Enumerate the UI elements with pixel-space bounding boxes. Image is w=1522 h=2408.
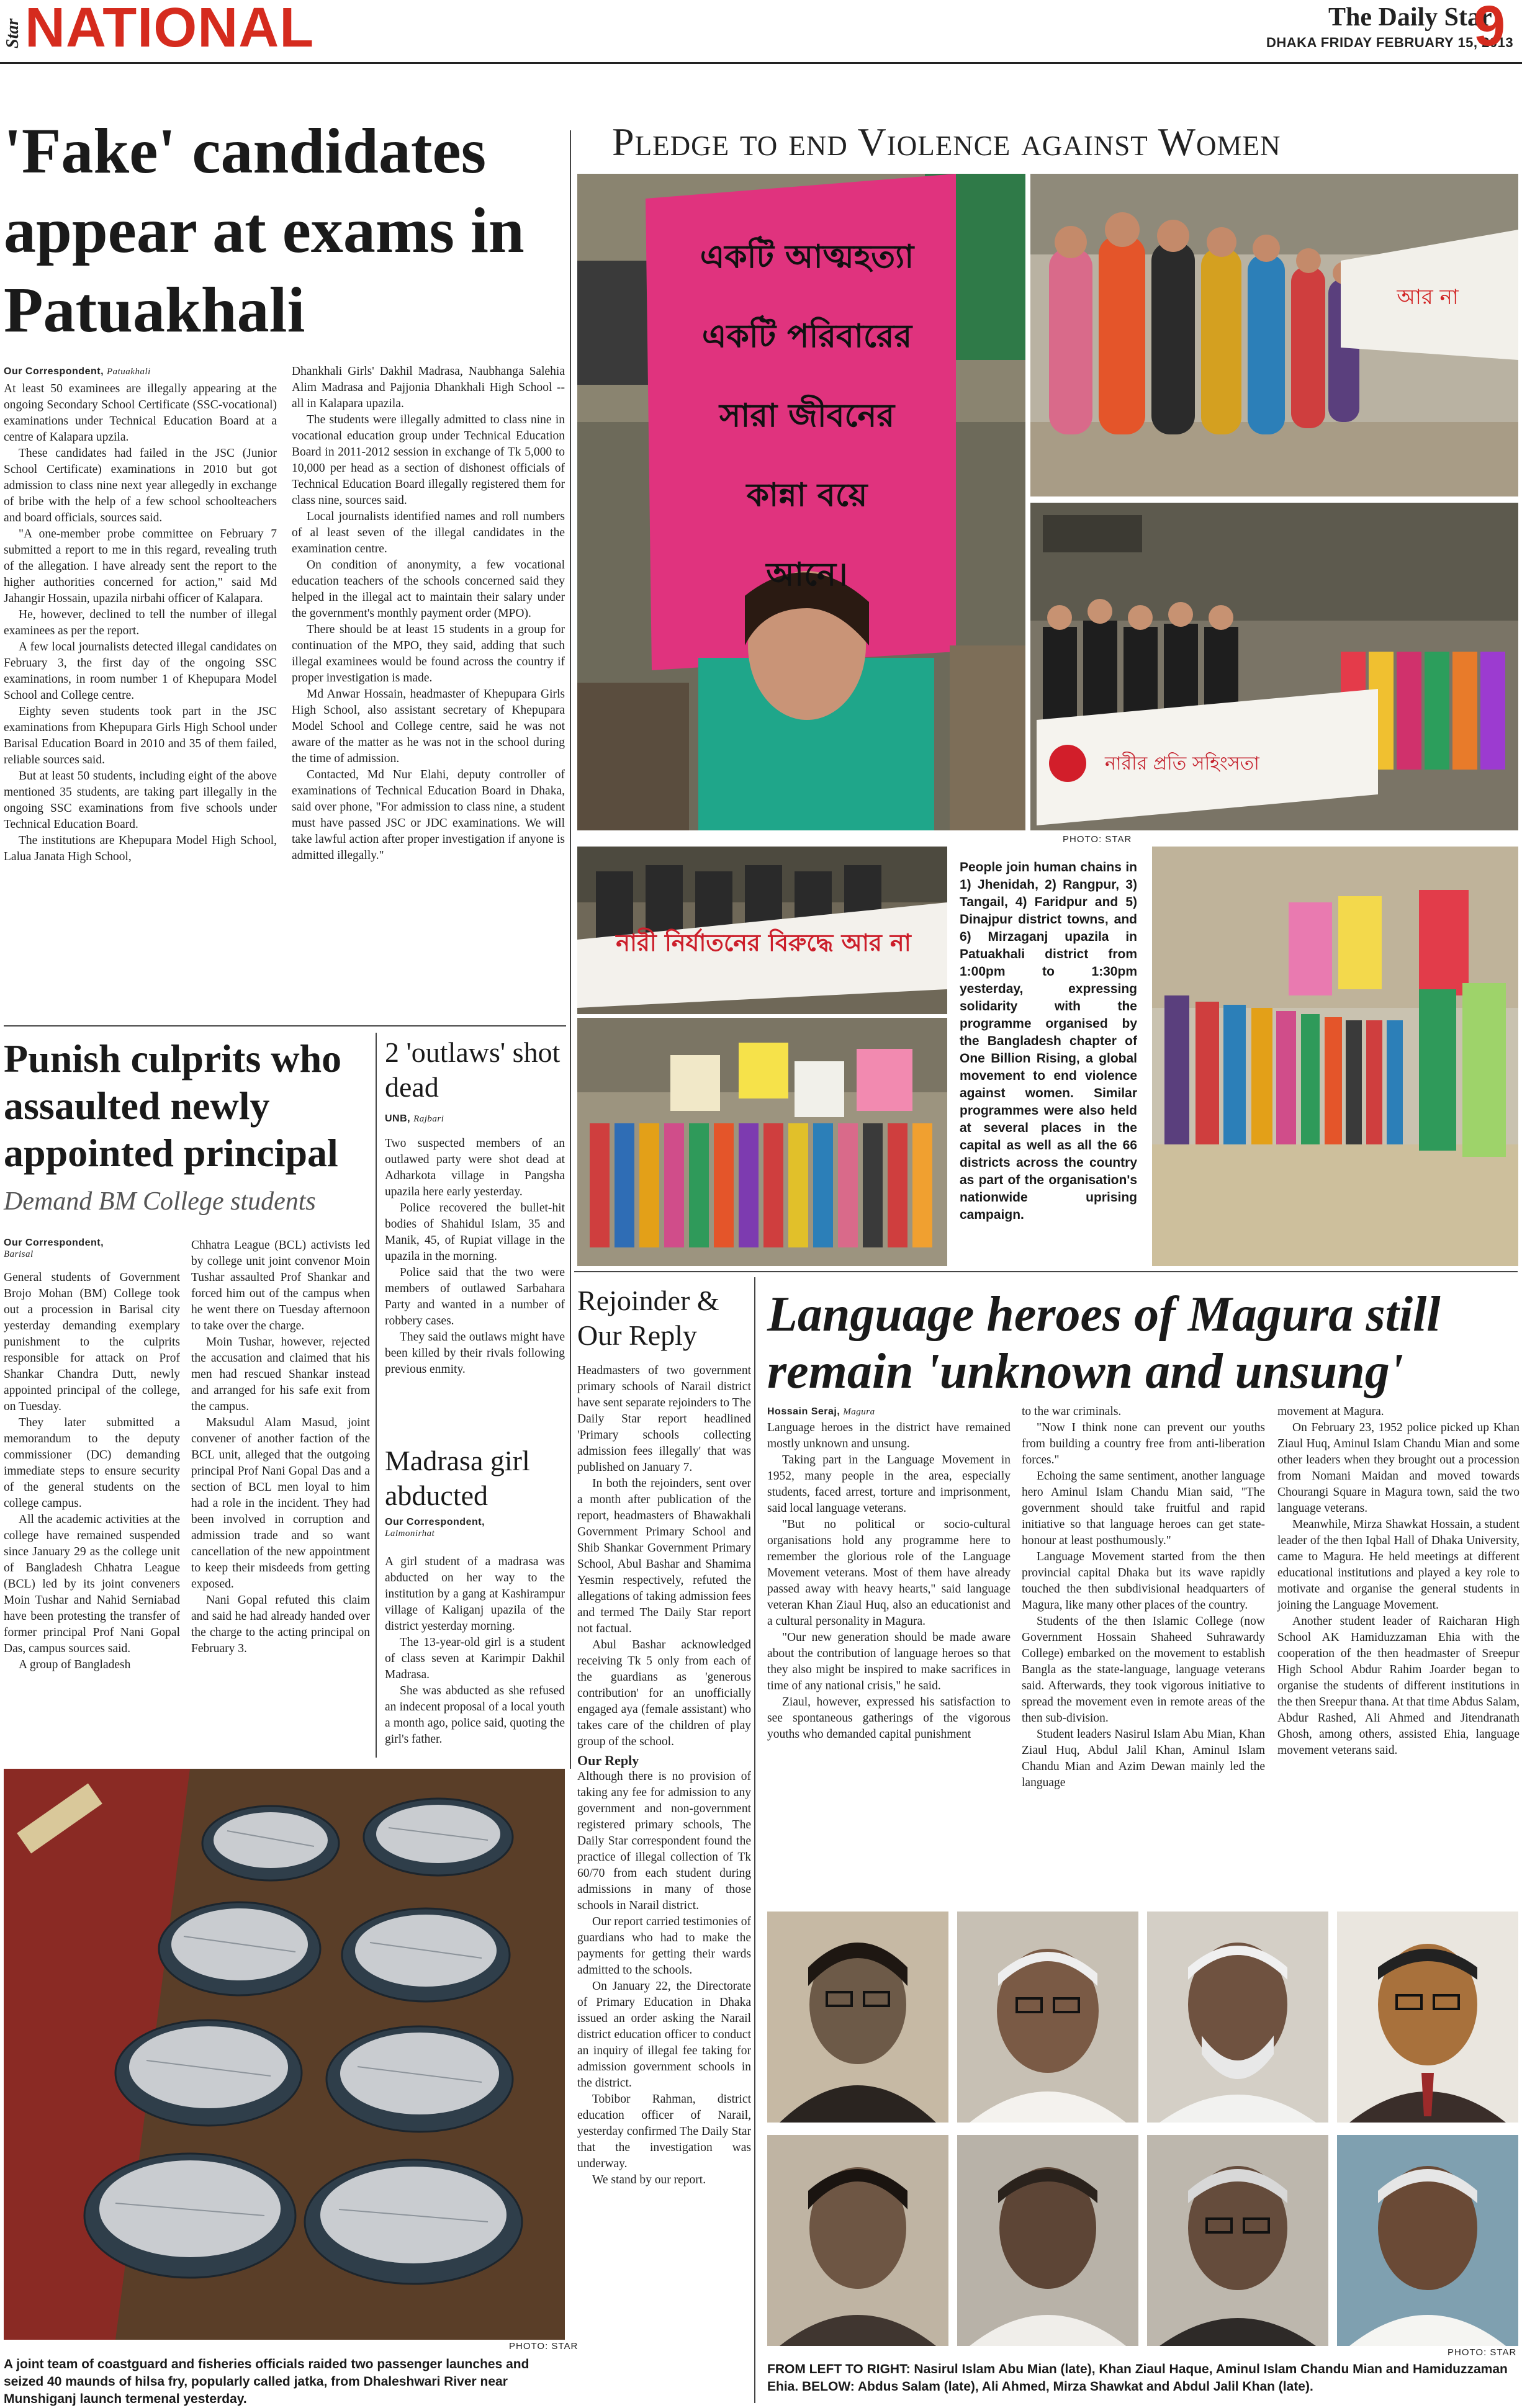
column-divider xyxy=(570,130,571,1769)
svg-text:নারীর প্রতি সহিংসতা: নারীর প্রতি সহিংসতা xyxy=(1105,753,1259,775)
paragraph: They said the outlaws might have been killed by their rivals following previous enmity. xyxy=(385,1331,565,1376)
paragraph: A group of Bangladesh xyxy=(19,1658,131,1671)
paragraph: She was abducted as she refused an indecent proposal of a local youth a month ago, police said, quoting the girl's father. xyxy=(385,1684,565,1746)
photo-credit: PHOTO: STAR xyxy=(509,2341,579,2352)
portrait-2 xyxy=(957,1912,1138,2123)
paragraph: Police recovered the bullet-hit bodies of Shahidul Islam, 35 and Manik, 45, of Rupiat village in the upazila in the morning. xyxy=(385,1202,565,1263)
headline-fake-candidates: 'Fake' candidates appear at exams in Patuakhali xyxy=(4,115,525,346)
paragraph: Our report carried testimonies of guardians who had to make the payments for getting their wards admitted to the schools. xyxy=(577,1915,751,1977)
paragraph: Nani Gopal refuted this claim and said he had already handed over the charge to the acting principal on February 3. xyxy=(191,1594,370,1655)
paragraph: movement at Magura. xyxy=(1277,1405,1384,1418)
portrait-grid xyxy=(767,1912,1518,2346)
column-divider xyxy=(754,1277,755,2403)
article-column xyxy=(1277,1404,1520,1759)
paragraph: Students of the then Islamic College (now Government Hossain Shaheed Suhrawardy College) embarked on the movement to establish Bangla as the state-language, language veterans said. Afterwards, they took vigorous initiative to spread the movement even in remote areas of the then sub-division. xyxy=(1022,1615,1265,1725)
masthead-rule xyxy=(0,62,1522,64)
headline-rejoinder: Rejoinder & Our Reply xyxy=(577,1285,719,1351)
portrait-3 xyxy=(1147,1912,1328,2123)
byline: Hossain Seraj, Magura xyxy=(767,1406,875,1417)
kicker: Demand BM College students xyxy=(4,1187,316,1216)
paragraph: Language Movement started from the then provincial capital Dhaka but its wave rapidly touched the then subdivisional headquarters of Magura, like many other places of the country. xyxy=(1022,1550,1265,1612)
portrait-7 xyxy=(1147,2135,1328,2346)
paragraph: Language heroes in the district have remained mostly unknown and unsung. xyxy=(767,1421,1011,1450)
article-column xyxy=(1022,1404,1265,1791)
paragraph: They later submitted a memorandum to the deputy commissioner (DC) demanding immediate steps to ensure security of the general students on the college campus. xyxy=(4,1416,180,1510)
article-column xyxy=(385,1136,565,1378)
page-number: 9 xyxy=(1474,0,1506,58)
paragraph: On January 22, the Directorate of Primary Education in Dhaka issued an order asking the Narail district education officer to conduct an inquiry of illegal fee taking for admission government schools in the district. xyxy=(577,1980,751,2090)
rally-photo-placard xyxy=(577,174,1025,830)
article-column xyxy=(577,1363,751,2188)
paragraph: "But no political or socio-cultural organisations hold any programme here to remember the glorious role of the Language Movement veterans. Most of them have already passed away with heavy hearts," said language veteran Khan Ziaul Huq, also an educationist and a cultural personality in Magura. xyxy=(767,1518,1011,1628)
paragraph: Eighty seven students took part in the JSC examinations from Khepupara Girls High School under Barisal Education Board in 2010 and 35 of them failed, reliable sources said. xyxy=(4,705,277,766)
column-divider xyxy=(376,1033,377,1758)
portrait-4 xyxy=(1337,1912,1518,2123)
paragraph: At least 50 examinees are illegally appearing at the ongoing Secondary School Certificate (SSC-vocational) examinations under Technical Education Board at a centre of Kalapara upzila. xyxy=(4,382,277,444)
rally-photo-tangail xyxy=(1030,503,1518,830)
paragraph: Meanwhile, Mirza Shawkat Hossain, a student leader of the then Iqbal Hall of Dhaka University, came to Magura. He held meetings at different educational institutions and played a key role to motivate and organise the general students in joining the Language Movement. xyxy=(1277,1518,1520,1612)
headline-madrasa: Madrasa girl abducted xyxy=(385,1445,530,1511)
subhead: Our Reply xyxy=(577,1753,639,1768)
portrait-8 xyxy=(1337,2135,1518,2346)
rally-photo-dinajpur xyxy=(577,1018,947,1266)
paragraph: to the war criminals. xyxy=(1022,1405,1122,1418)
portrait-6 xyxy=(957,2135,1138,2346)
paragraph: There should be at least 15 students in a group for continuation of the MPO, they said, adding that such illegal examinees would be found across the country if proper investigation is made. xyxy=(292,623,565,685)
paragraph: On condition of anonymity, a few vocational education teachers of the schools concerned said they helped in the illegal act to maintain their salary under the government's monthly payment order (MPO). xyxy=(292,559,565,620)
byline: UNB, Rajbari xyxy=(385,1113,444,1124)
paragraph: Police said that the two were members of outlawed Sarbahara Party and wanted in a number of robbery cases. xyxy=(385,1266,565,1328)
article-column xyxy=(4,381,277,865)
article-column xyxy=(292,364,565,864)
paragraph: All the academic activities at the college have remained suspended since January 29 as the college unit of Bangladesh Chhatra League (BCL) led by its joint conveners Moin Tushar and Nahid Serniabad have been protesting the transfer of former principal Prof Nani Gopal Das, campus sources said. xyxy=(4,1513,180,1655)
paragraph: We stand by our report. xyxy=(592,2173,706,2186)
rally-photo-rangpur xyxy=(1030,174,1518,496)
article-column xyxy=(385,1554,565,1748)
paragraph: Student leaders Nasirul Islam Abu Mian, Khan Ziaul Huq, Abdul Jalil Khan, Aminul Islam Chandu Mian and Azim Dewan mainly led the language xyxy=(1022,1728,1265,1789)
photo-credit: PHOTO: STAR xyxy=(1063,834,1132,845)
photo-credit: PHOTO: STAR xyxy=(1448,2347,1517,2358)
paragraph: Chhatra League (BCL) activists led by college unit joint convenor Moin Tushar assaulted Prof Shankar and forced him out of the campus when he went there on Tuesday afternoon to take over the charge. xyxy=(191,1239,370,1332)
paragraph: Maksudul Alam Masud, joint convener of another faction of the BCL unit, alleged that the outgoing principal Prof Nani Gopal Das and a section of BCL men loyal to him had a role in the incident. They had been involved in corruption and admission trade and so want cancellation of the new appointment to keep their misdeeds from getting exposed. xyxy=(191,1416,370,1591)
story-divider xyxy=(574,1271,1518,1272)
paragraph: Tobibor Rahman, district education officer of Narail, yesterday confirmed The Daily Star that the investigation was underway. xyxy=(577,2093,751,2170)
paragraph: But at least 50 students, including eight of the above mentioned 35 students, are taking part illegally in the ongoing SSC examinations from five schools under Technical Education Board. xyxy=(4,770,277,831)
headline-language-heroes: Language heroes of Magura still remain 'unknown and unsung' xyxy=(767,1287,1441,1399)
article-column xyxy=(767,1420,1011,1743)
paragraph: Taking part in the Language Movement in 1952, many people in the area, especially students, faced arrest, torture and imprisonment, said local language veterans. xyxy=(767,1453,1011,1515)
rally-photo-mirzaganj xyxy=(1152,847,1518,1266)
rally-photo-faridpur xyxy=(577,847,947,1014)
paragraph: Abul Bashar acknowledged receiving Tk 5 only from each of the guardians as 'generous contribution' for an unofficially engaged aya (female assistant) who takes care of the children of play group of the school. xyxy=(577,1638,751,1748)
svg-text:আর না: আর না xyxy=(1397,285,1459,310)
paragraph: General students of Government Brojo Mohan (BM) College took out a procession in Barisal city yesterday demanding exemplary punishment to the culprits responsible for attack on Prof Shankar Chandra Dutt, newly appointed principal of the college, on Tuesday. xyxy=(4,1271,180,1413)
headline-outlaws: 2 'outlaws' shot dead xyxy=(385,1036,561,1103)
byline: Our Correspondent, Barisal xyxy=(4,1238,104,1259)
paragraph: These candidates had failed in the JSC (Junior School Certificate) examinations in 2010 but got admission to class nine next year allegedly in exchange of bribe with the help of a few school schoolteachers and board officials, sources said. xyxy=(4,447,277,524)
paragraph: A girl student of a madrasa was abducted on her way to the institution by a gang at Kashirampur village of Kaliganj upazila of the district yesterday morning. xyxy=(385,1555,565,1633)
paragraph: Dhankhali Girls' Dakhil Madrasa, Naubhanga Salehia Alim Madrasa and Pajjonia Dhankhali High School -- all in Kalapara upazila. xyxy=(292,365,565,410)
article-column xyxy=(4,1270,180,1673)
paper-name: The Daily Star xyxy=(1328,3,1492,32)
section-title: NATIONAL xyxy=(25,0,315,59)
paragraph: Ziaul, however, expressed his satisfaction to see spontaneous gatherings of the vigorous youths who demanded capital punishment xyxy=(767,1696,1011,1741)
article-column xyxy=(191,1238,370,1657)
paragraph: Moin Tushar, however, rejected the accusation and claimed that his men had rescued Shankar instead and arranged for his safe exit from the campus. xyxy=(191,1336,370,1413)
placard-text: একটি আত্মহত্যা একটি পরিবারের সারা জীবনের কান্না বয়ে আনে। xyxy=(700,238,914,593)
paragraph: Md Anwar Hossain, headmaster of Khepupara Girls High School, also assistant secretary of Khepupara Model School and College centre, said he was not aware of the matter as he was not in the school during the time of admission. xyxy=(292,688,565,765)
byline: Our Correspondent, Patuakhali xyxy=(4,366,151,377)
paragraph: He, however, declined to tell the number of illegal examinees as per the report. xyxy=(4,608,277,637)
paragraph: "Now I think none can prevent our youths from building a country free from anti-liberation forces." xyxy=(1022,1421,1265,1467)
feature-caption: People join human chains in 1) Jhenidah, 2) Rangpur, 3) Tangail, 4) Faridpur and 5) Dinajpur district towns, and 6) Mirzaganj upazila in Patuakhali district from 1:00pm to 1:30pm yesterday, expressing solidarity with the programme organised by the Bangladesh chapter of One Billion Rising, a global movement to end violence against women. Similar programmes were also held at several places in the capital as well as all the 66 districts across the country as part of the organisation's nationwide uprising campaign. xyxy=(960,860,1137,1222)
paragraph: In both the rejoinders, sent over a month after publication of the report, headmasters of Bhawakhali Government Primary School and Shib Shankar Government Primary School, Abul Bashar and Shamima Yesmin respectively, refuted the allegations of taking admission fees and termed The Daily Star report not factual. xyxy=(577,1477,751,1635)
hilsa-photo xyxy=(4,1769,565,2340)
story-divider xyxy=(4,1025,566,1027)
paragraph: Contacted, Md Nur Elahi, deputy controller of examinations of Technical Education Board in Dhaka, said over phone, "For admission to class nine, a student must have passed JSC or JDC examinations. We will take lawful action after proper investigation if anyone is admitted illegally." xyxy=(292,768,565,862)
paragraph: "Our new generation should be made aware about the contribution of language heroes so that they also might be inspired to make sacrifices in time of any national crisis," he said. xyxy=(767,1631,1011,1692)
paragraph: A few local journalists detected illegal candidates on February 3, the first day of the ongoing SSC examinations, in room number 1 of Khepupara Model School and College centre. xyxy=(4,640,277,702)
headline-bm-college: Punish culprits who assaulted newly appointed principal xyxy=(4,1036,342,1175)
paragraph: Although there is no provision of taking any fee for admission to any government and non-government registered primary schools, The Daily Star correspondent found the practice of illegal collection of Tk 60/70 from each student during admissions in many of those schools in Narail district. xyxy=(577,1770,751,1912)
dateline: DHAKA FRIDAY FEBRUARY 15, 2013 xyxy=(1266,35,1514,50)
paragraph: Two suspected members of an outlawed party were shot dead at Adharkota village in Pangsha upazila here early yesterday. xyxy=(385,1137,565,1198)
paragraph: Headmasters of two government primary schools of Narail district have sent separate rejoinders to The Daily Star report headlined 'Primary schools collecting admission fees illegally' that was published on January 7. xyxy=(577,1364,751,1474)
paragraph: On February 23, 1952 police picked up Khan Ziaul Huq, Aminul Islam Chandu Mian and some other leaders when they brought out a procession from Nomani Maidan and moved towards Chourangi Square in Magura town, said the two language veterans. xyxy=(1277,1421,1520,1515)
paragraph: "A one-member probe committee on February 7 submitted a report to me in this regard, revealing truth of the allegation. I have already sent the report to the higher authorities concerned for action," said Md Jahangir Hossain, upazila nirbahi officer of Kalapara. xyxy=(4,528,277,605)
paragraph: The institutions are Khepupara Model High School, Lalua Janata High School, xyxy=(4,834,277,863)
paragraph: Another student leader of Raicharan High School AK Hamiduzzaman Ehia with the cooperation of the then headmaster of Sreepur High School Abdur Rahim Joarder began to organise the students of different institutions in the then Sreepur thana. At that time Abdus Salam, Abdur Rashed, Ali Ahmed and Jitendranath Ghosh, among others, assisted Ehia, language movement veterans said. xyxy=(1277,1615,1520,1757)
portrait-5 xyxy=(767,2135,948,2346)
paragraph: The students were illegally admitted to class nine in vocational education group under Technical Education Board in 2011-2012 session in exchange of Tk 5,000 to 10,000 per head as a section of dishonest officials of Technical Education Board illegally registered them for class nine, sources said. xyxy=(292,413,565,507)
photo-caption: FROM LEFT TO RIGHT: Nasirul Islam Abu Mian (late), Khan Ziaul Haque, Aminul Islam Chandu Mian and Hamiduzzaman Ehia. BELOW: Abdus Salam (late), Ali Ahmed, Mirza Shawkat and Abdul Jalil Khan (late). xyxy=(767,2362,1508,2394)
paragraph: Echoing the same sentiment, another language hero Aminul Islam Chandu Mian said, "The government should take fruitful and rapid initiative so that language heroes can get state-honour at least posthumously." xyxy=(1022,1470,1265,1547)
paragraph: Local journalists identified names and roll numbers of al least seven of the illegal candidates in the examination centre. xyxy=(292,510,565,555)
paragraph: The 13-year-old girl is a student of class seven at Karimpir Dakhil Madrasa. xyxy=(385,1636,565,1681)
brand-vertical: Star xyxy=(3,18,22,48)
byline: Our Correspondent, Lalmonirhat xyxy=(385,1517,485,1539)
photo-caption: A joint team of coastguard and fisheries officials raided two passenger launches and seized 40 maunds of hilsa fry, popularly called jatka, from Dhaleshwari River near Munshiganj launch termenal yesterday. xyxy=(4,2357,529,2406)
portrait-1 xyxy=(767,1912,948,2123)
banner-text: নারী নির্যাতনের বিরুদ্ধে আর না xyxy=(616,929,911,956)
feature-title: Pledge to end Violence against Women xyxy=(612,120,1281,164)
